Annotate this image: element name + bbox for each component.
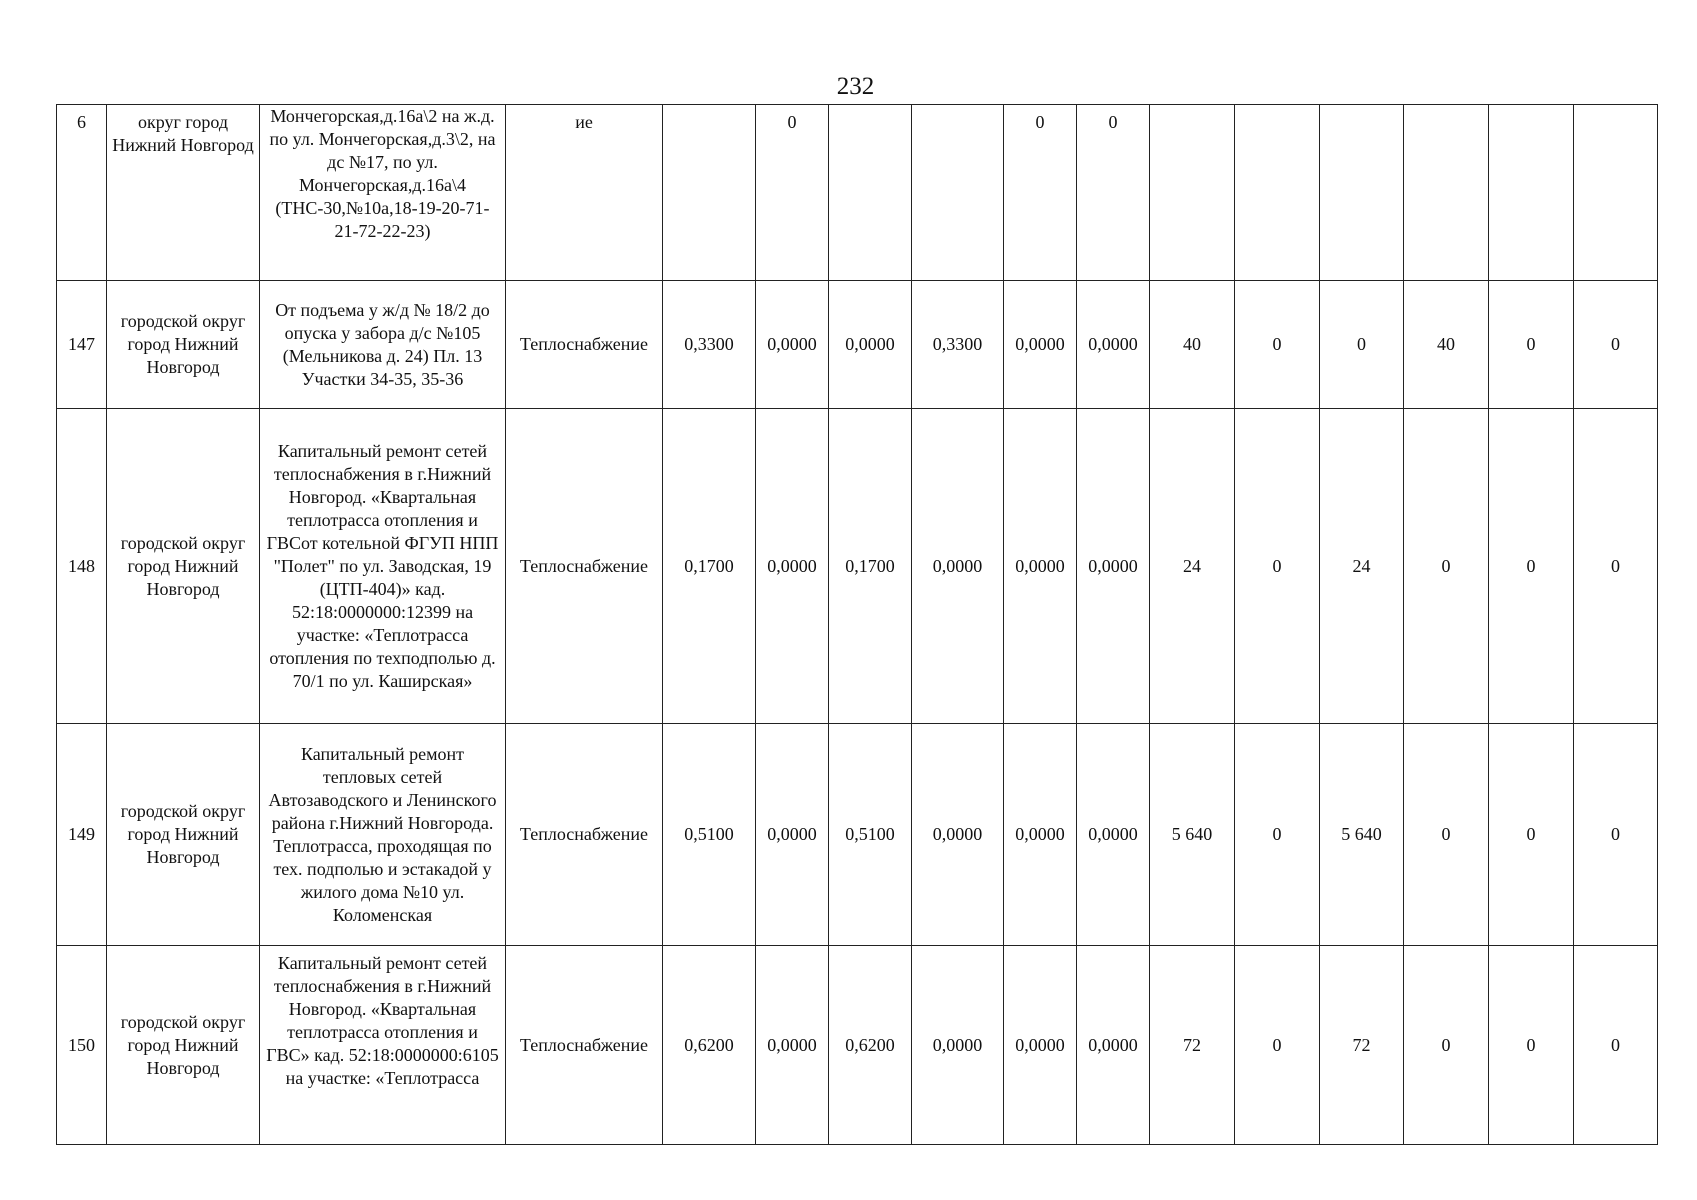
value-cell: 0,0000: [1077, 724, 1150, 946]
value-cell: [1404, 105, 1489, 281]
value-cell: 0: [1404, 409, 1489, 724]
type-cell: Теплоснабжение: [506, 281, 663, 409]
value-cell: 0: [1235, 946, 1320, 1145]
value-cell: 0,6200: [829, 946, 912, 1145]
value-cell: 0: [1235, 281, 1320, 409]
table-row: [57, 105, 1658, 281]
value-cell: 72: [1320, 946, 1404, 1145]
value-cell: [1235, 105, 1320, 281]
value-cell: 0: [1489, 409, 1574, 724]
value-cell: 0: [1489, 281, 1574, 409]
value-cell: 0,6200: [663, 946, 756, 1145]
value-cell: [912, 105, 1004, 281]
type-cell: Теплоснабжение: [506, 946, 663, 1145]
value-cell: 0,3300: [663, 281, 756, 409]
value-cell: 40: [1150, 281, 1235, 409]
value-cell: 0,0000: [756, 724, 829, 946]
value-cell: 0: [1320, 281, 1404, 409]
district-cell: городской округ город Нижний Новгород: [107, 946, 260, 1145]
type-cell: Теплоснабжение: [506, 724, 663, 946]
row-number: 149: [57, 724, 107, 946]
type-cell: ие: [506, 105, 663, 281]
value-cell: [1150, 105, 1235, 281]
value-cell: [1489, 105, 1574, 281]
value-cell: 0,5100: [663, 724, 756, 946]
description-cell: Мончегорская,д.16а\2 на ж.д. по ул. Мончегорская,д.3\2, на дс №17, по ул. Мончегорская,д.16а\4 (ТНС-30,№10а,18-19-20-71-21-72-22-23): [260, 105, 506, 281]
table-row: [57, 281, 1658, 409]
value-cell: 24: [1150, 409, 1235, 724]
row-number: 148: [57, 409, 107, 724]
value-cell: 0: [1489, 724, 1574, 946]
value-cell: 0,0000: [1004, 946, 1077, 1145]
value-cell: 0: [1004, 105, 1077, 281]
value-cell: 0: [1489, 946, 1574, 1145]
value-cell: 0,5100: [829, 724, 912, 946]
value-cell: 0: [1235, 409, 1320, 724]
row-number: 147: [57, 281, 107, 409]
district-cell: городской округ город Нижний Новгород: [107, 724, 260, 946]
value-cell: 0,0000: [829, 281, 912, 409]
value-cell: 40: [1404, 281, 1489, 409]
value-cell: 0,0000: [756, 946, 829, 1145]
value-cell: 0,0000: [912, 946, 1004, 1145]
value-cell: 72: [1150, 946, 1235, 1145]
value-cell: [829, 105, 912, 281]
value-cell: 0: [1404, 946, 1489, 1145]
value-cell: 0,0000: [1004, 724, 1077, 946]
value-cell: 5 640: [1320, 724, 1404, 946]
value-cell: 0: [756, 105, 829, 281]
value-cell: 0: [1574, 281, 1658, 409]
value-cell: 0,3300: [912, 281, 1004, 409]
value-cell: 0: [1574, 724, 1658, 946]
value-cell: 0,0000: [912, 724, 1004, 946]
district-cell: городской округ город Нижний Новгород: [107, 281, 260, 409]
value-cell: 0,0000: [756, 409, 829, 724]
row-number: 6: [57, 105, 107, 281]
table-row: [57, 409, 1658, 724]
value-cell: 0: [1574, 946, 1658, 1145]
value-cell: [663, 105, 756, 281]
description-cell: Капитальный ремонт сетей теплоснабжения в г.Нижний Новгород. «Квартальная теплотрасса отопления и ГВС» кад. 52:18:0000000:6105 на участке: «Теплотрасса: [260, 946, 506, 1145]
value-cell: 0: [1235, 724, 1320, 946]
value-cell: 0: [1404, 724, 1489, 946]
value-cell: 0,1700: [829, 409, 912, 724]
value-cell: [1574, 105, 1658, 281]
value-cell: 0,0000: [1077, 946, 1150, 1145]
description-cell: Капитальный ремонт сетей теплоснабжения в г.Нижний Новгород. «Квартальная теплотрасса отопления и ГВСот котельной ФГУП НПП "Полет" по ул. Заводская, 19 (ЦТП-404)» кад. 52:18:0000000:12399 на участке: «Теплотрасса отопления по техподполью д. 70/1 по ул. Каширская»: [260, 409, 506, 724]
value-cell: [1320, 105, 1404, 281]
type-cell: Теплоснабжение: [506, 409, 663, 724]
value-cell: 24: [1320, 409, 1404, 724]
value-cell: 0,0000: [1077, 281, 1150, 409]
value-cell: 0,0000: [1004, 409, 1077, 724]
value-cell: 0,0000: [912, 409, 1004, 724]
district-cell: городской округ город Нижний Новгород: [107, 409, 260, 724]
data-table: [56, 104, 1658, 1145]
value-cell: 0: [1077, 105, 1150, 281]
description-cell: Капитальный ремонт тепловых сетей Автозаводского и Ленинского района г.Нижний Новгорода. Теплотрасса, проходящая по тех. подполью и эстакадой у жилого дома №10 ул. Коломенская: [260, 724, 506, 946]
description-cell: От подъема у ж/д № 18/2 до опуска у забора д/с №105 (Мельникова д. 24) Пл. 13 Участки 34-35, 35-36: [260, 281, 506, 409]
value-cell: 0,1700: [663, 409, 756, 724]
value-cell: 5 640: [1150, 724, 1235, 946]
value-cell: 0,0000: [1004, 281, 1077, 409]
district-cell: округ город Нижний Новгород: [107, 105, 260, 281]
table-row: [57, 724, 1658, 946]
page-number: 232: [836, 73, 875, 100]
value-cell: 0,0000: [1077, 409, 1150, 724]
row-number: 150: [57, 946, 107, 1145]
value-cell: 0: [1574, 409, 1658, 724]
value-cell: 0,0000: [756, 281, 829, 409]
table-row: [57, 946, 1658, 1145]
